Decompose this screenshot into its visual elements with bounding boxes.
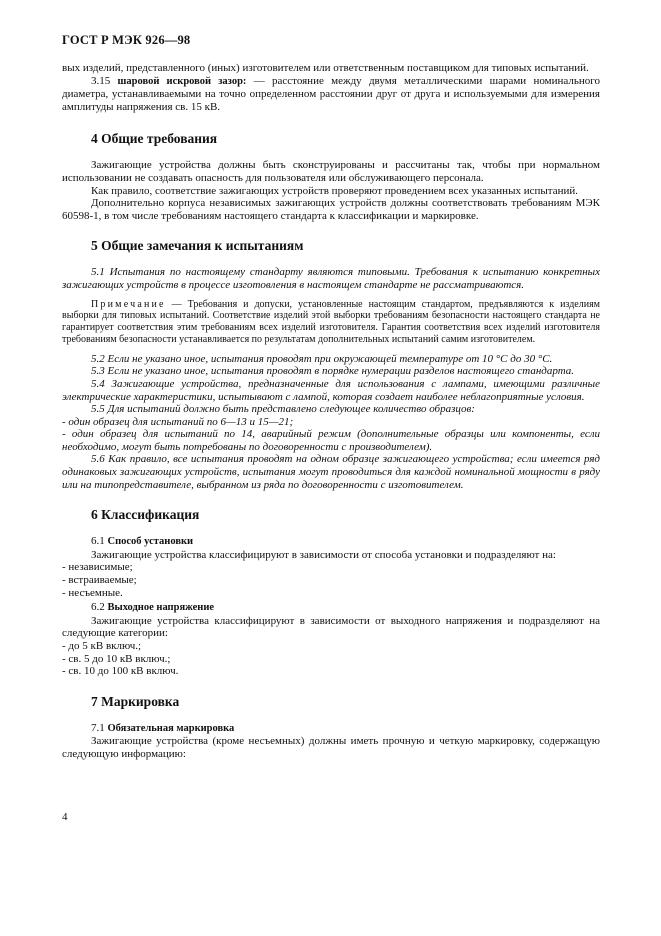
body-paragraph: Зажигающие устройства должны быть сконструированы и рассчитаны так, чтобы при нормальном использовании не создавать опасность для пользователя или обслуживающего персонала. <box>62 159 600 184</box>
section-heading: 4 Общие требования <box>91 131 218 147</box>
list-item: - один образец для испытаний по 14, аварийный режим (дополнительные образцы или компоненты, если необходимо, могут быть потребованы по договоренности с производителем). <box>62 428 600 453</box>
clause-number: 7.1 <box>91 721 105 734</box>
subsection-heading <box>62 601 600 615</box>
clause-number: 6.2 <box>91 601 105 614</box>
body-paragraph: Зажигающие устройства классифицируют в зависимости от способа установки и подразделяют на: <box>91 548 556 561</box>
definition-paragraph <box>62 75 600 114</box>
body-paragraph: 5.1 Испытания по настоящему стандарту являются типовыми. Требования к испытанию конкретных зажигающих устройств в процессе изготовления в настоящем стандарте не рассматриваются. <box>62 266 600 291</box>
list-item: - один образец для испытаний по 6—13 и 15—21; <box>62 415 294 428</box>
section-heading: 6 Классификация <box>91 507 200 523</box>
page-number: 4 <box>62 811 68 823</box>
list-item: вых изделий, представленного (иных) изготовителем или ответственным поставщиком для типовых испытаний. <box>62 62 589 74</box>
page-content <box>62 62 600 761</box>
subsection-heading <box>62 535 600 549</box>
body-paragraph: 5.5 Для испытаний должно быть представлено следующее количество образцов: <box>91 403 475 416</box>
subsection-title: Способ установки <box>107 536 194 548</box>
body-paragraph: Зажигающие устройства (кроме несъемных) должны иметь прочную и четкую маркировку, содержащую следующую информацию: <box>62 735 600 760</box>
clause-number: 6.1 <box>91 535 105 548</box>
list-item: - до 5 кВ включ.; <box>62 640 142 652</box>
section-heading: 5 Общие замечания к испытаниям <box>91 238 304 254</box>
section-heading: 7 Маркировка <box>91 693 180 709</box>
subsection-heading <box>62 722 600 736</box>
note-text: — Требования и допуски, установленные настоящим стандартом, предъявляются к изделиям выборки для типовых испытаний. Соответствие изделий этой выборки требованиям безопасности настоящего стандарта не гарантирует соответствия этим требованиям всех изделий изготовителя. Гарантия соответствия всех изделий изготовителя требованиям безопасности устанавливается по результатам дополнительных испытаний самим изготовителем. <box>62 298 600 345</box>
list-item: - встраиваемые; <box>62 574 137 587</box>
body-paragraph: 5.3 Если не указано иное, испытания проводят в порядке нумерации разделов настоящего стандарта. <box>91 365 575 378</box>
note-paragraph <box>62 299 600 346</box>
definition-text: — расстояние между двумя металлическими шарами номинального диаметра, устанавливаемыми на точно определенном расстоянии друг от друга и используемыми для измерения амплитуды напряжения св. 15 кВ. <box>62 74 601 113</box>
body-paragraph: Зажигающие устройства классифицируют в зависимости от выходного напряжения и подразделяют на следующие категории: <box>62 614 600 640</box>
body-paragraph: 5.6 Как правило, все испытания проводят на одном образце зажигающего устройства; если имеется ряд одинаковых зажигающих устройств, испытания могут проводиться для каждой номинальной мощности в ряду или на типопредставителе, выбранном из ряда по договоренности с изготовителем. <box>62 453 600 491</box>
list-item: - несъемные. <box>62 586 123 599</box>
body-paragraph: 5.2 Если не указано иное, испытания проводят при окружающей температуре от 10 °С до 30 °С. <box>91 352 553 365</box>
subsection-title: Выходное напряжение <box>107 602 215 614</box>
note-label: Примечание <box>91 298 166 310</box>
body-paragraph: Как правило, соответствие зажигающих устройств проверяют проведением всех указанных испытаний. <box>91 184 578 197</box>
list-item: - св. 5 до 10 кВ включ.; <box>62 652 171 665</box>
subsection-title: Обязательная маркировка <box>107 722 235 734</box>
list-item: - св. 10 до 100 кВ включ. <box>62 665 179 678</box>
clause-number: 3.15 <box>91 74 111 87</box>
standard-header: ГОСТ Р МЭК 926—98 <box>62 33 191 47</box>
defined-term: шаровой искровой зазор: <box>117 75 247 87</box>
list-item: - независимые; <box>62 561 133 574</box>
body-paragraph: Дополнительно корпуса независимых зажигающих устройств должны соответствовать требованиям МЭК 60598-1, в том числе требованиям настоящего стандарта к классификации и маркировке. <box>62 197 600 222</box>
body-paragraph: 5.4 Зажигающие устройства, предназначенные для использования с лампами, имеющими различные электрические характеристики, испытывают с лампой, которая создает наиболее неблагоприятные условия. <box>62 377 600 403</box>
